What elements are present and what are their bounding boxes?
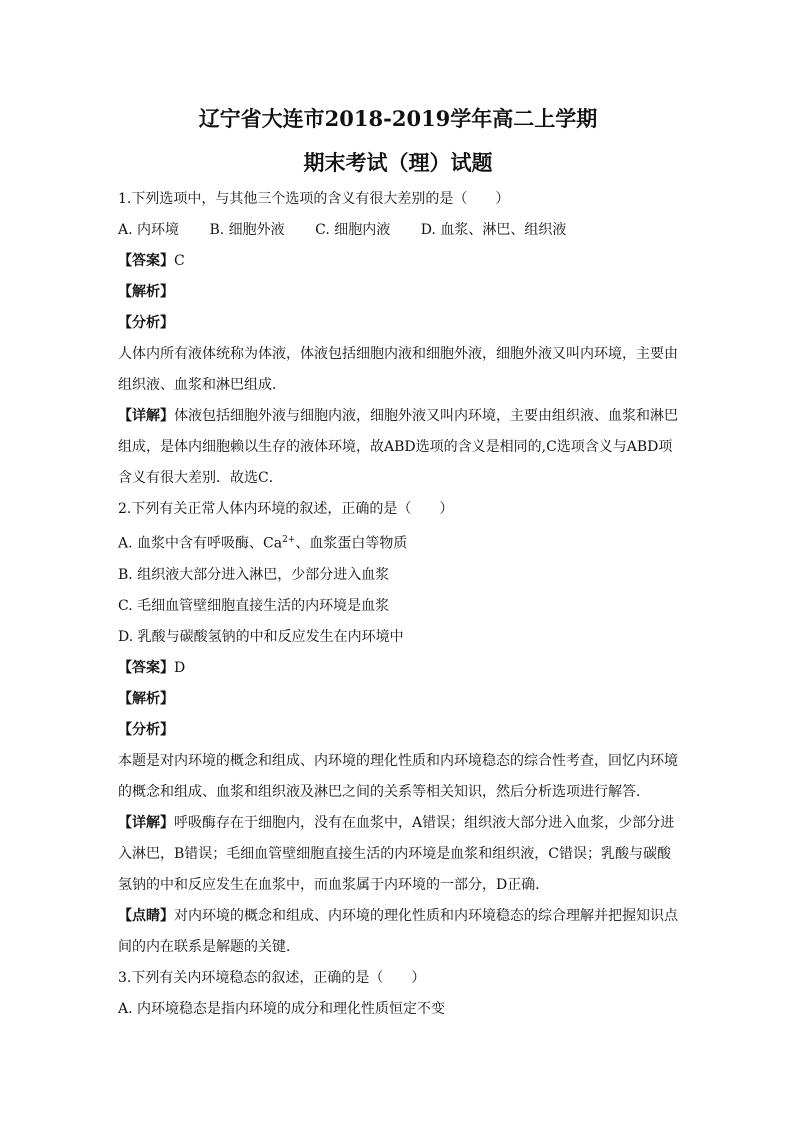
q1-detail-label: 【详解】 (118, 408, 174, 424)
q2-detail (118, 808, 678, 901)
q2-point-text: 对内环境的概念和组成、内环境的理化性质和内环境稳态的综合理解并把握知识点间的内在联系是解题的关键． (118, 907, 678, 955)
q2-answer-label: 【答案】 (118, 659, 174, 676)
q1-detail (118, 401, 678, 494)
document-page (118, 100, 678, 1025)
q1-analysis: 人体内所有液体统称为体液，体液包括细胞内液和细胞外液，细胞外液又叫内环境，主要由组织液、血浆和淋巴组成． (118, 346, 678, 393)
q2-point-label: 【点睛】 (118, 907, 174, 924)
q1-stem: 1.下列选项中，与其他三个选项的含义有很大差别的是（ ） (118, 191, 510, 207)
q2-stem: 2.下列有关正常人体内环境的叙述，正确的是（ ） (118, 501, 454, 517)
q1-option-a: A. 内环境 (118, 222, 180, 238)
q2-option-a-charge: 2+ (282, 535, 296, 545)
document-subtitle: 期末考试（理）试题 (303, 150, 493, 175)
q2-option-a-text: A. 血浆中含有呼吸酶、Ca (118, 535, 283, 552)
q1-answer-value: C (174, 253, 185, 269)
q1-option-b: B. 细胞外液 (209, 222, 285, 238)
q2-jiexi-label: 【解析】 (118, 690, 174, 707)
q2-answer (118, 653, 678, 684)
q2-option-a-rest: 、血浆蛋白等物质 (295, 535, 408, 552)
q1-option-d: D. 血浆、淋巴、组织液 (420, 222, 567, 238)
q2-detail-label: 【详解】 (118, 814, 174, 831)
q2-answer-value: D (174, 659, 186, 676)
q1-fenxi-label: 【分析】 (118, 315, 174, 331)
q2-option-d: D. 乳酸与碳酸氢钠的中和反应发生在内环境中 (118, 628, 404, 645)
q2-analysis: 本题是对内环境的概念和组成、内环境的理化性质和内环境稳态的综合性考查，回忆内环境的概念和组成、血浆和组织液及淋巴之间的关系等相关知识，然后分析选项进行解答． (118, 752, 678, 800)
q2-detail-text: 呼吸酶存在于细胞内，没有在血浆中，A错误；组织液大部分进入血浆，少部分进入淋巴，B错误；毛细血管壁细胞直接生活的内环境是血浆和组织液，C错误；乳酸与碳酸氢钠的中和反应发生在血浆中，而血浆属于内环境的一部分，D正确． (118, 814, 675, 893)
q2-option-b: B. 组织液大部分进入淋巴，少部分进入血浆 (118, 566, 390, 583)
q1-answer (118, 246, 678, 277)
document-title: 辽宁省大连市2018-2019学年高二上学期 (198, 106, 598, 131)
q2-fenxi-label: 【分析】 (118, 721, 174, 738)
q1-answer-label: 【答案】 (118, 253, 174, 269)
q1-jiexi-label: 【解析】 (118, 284, 174, 300)
q2-option-a (118, 525, 678, 560)
q2-point (118, 901, 678, 963)
q1-options (118, 215, 678, 246)
q1-detail-text: 体液包括细胞外液与细胞内液，细胞外液又叫内环境，主要由组织液、血浆和淋巴组成，是体内细胞赖以生存的液体环境，故ABD选项的含义是相同的,C选项含义与ABD项含义有很大差别．故选C． (118, 408, 678, 486)
q3-option-a: A. 内环境稳态是指内环境的成分和理化性质恒定不变 (118, 1000, 446, 1017)
q3-stem: 3.下列有关内环境稳态的叙述，正确的是（ ） (118, 969, 426, 986)
q1-option-c: C. 细胞内液 (315, 222, 391, 238)
q2-option-c: C. 毛细血管壁细胞直接生活的内环境是血浆 (118, 597, 390, 614)
